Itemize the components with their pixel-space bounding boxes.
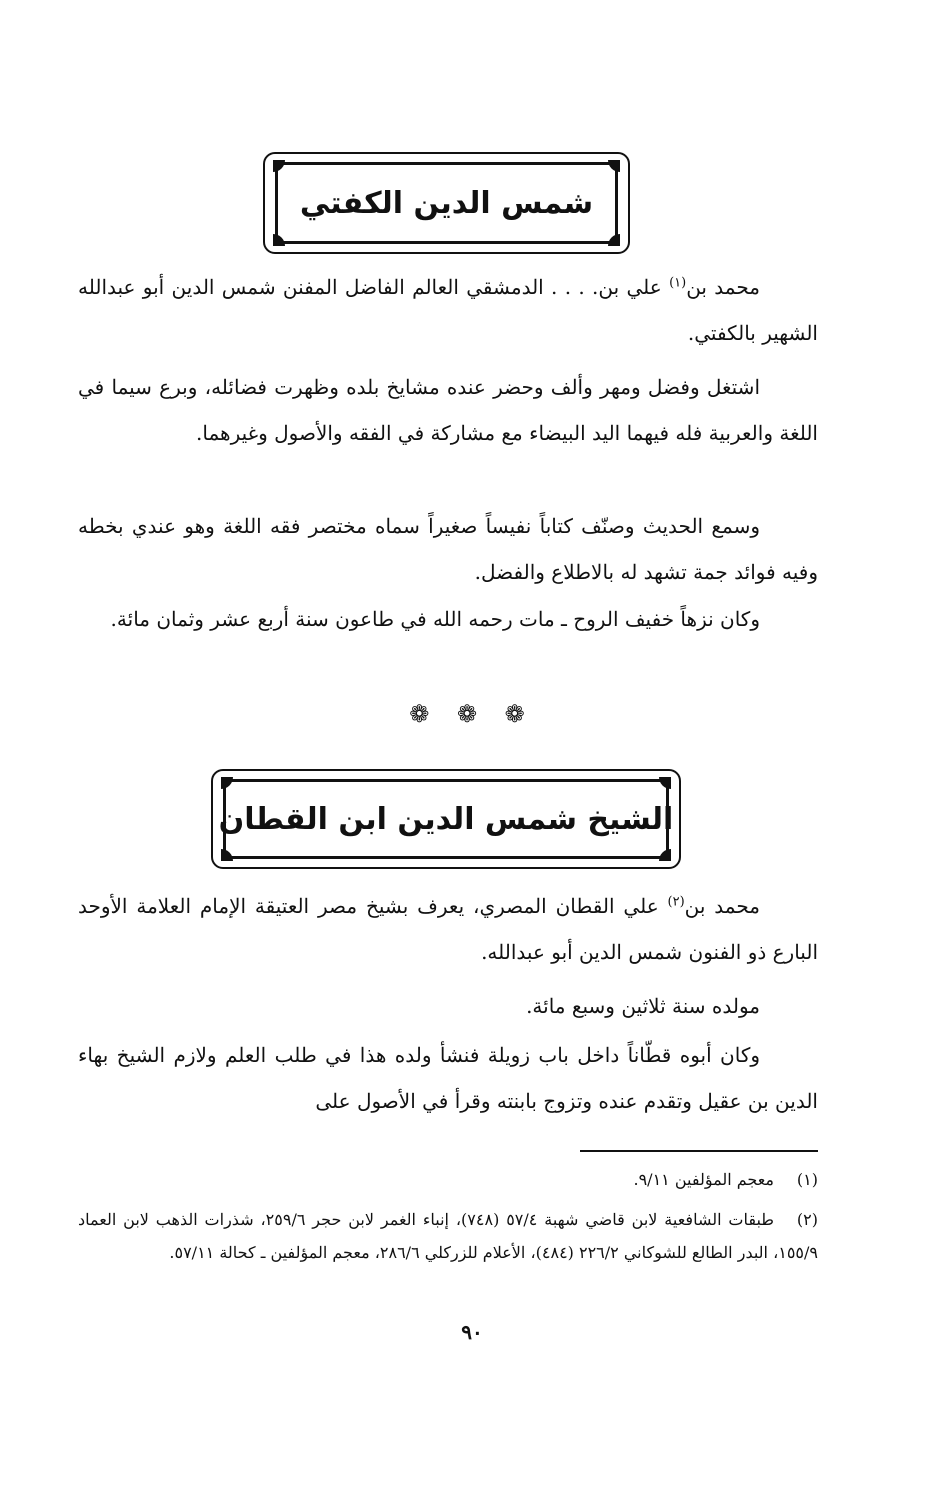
paragraph: محمد بن$^{(٢)}$ علي القطان المصري، يعرف بشيخ مصر العتيقة الإمام العلامة الأوحد البارع ذو الفنون شمس الدين أبو عبدالله. [78,894,818,964]
section-separator: ❁ ❁ ❁ [409,700,535,728]
footnote-ref[interactable]: (١) [669,275,687,291]
footnote-text: طبقات الشافعية لابن قاضي شهبة ٥٧/٤ (٧٤٨)، إنباء الغمر لابن حجر ٢٥٩/٦، شذرات الذهب لابن العماد ١٥٥/٩، البدر الطالع للشوكاني ٢٢٦/٢ (٤٨٤)، الأعلام للزركلي ٢٨٦/٦، معجم المؤلفين ـ كحالة ٥٧/١١. [78,1210,818,1262]
section-heading-frame [263,152,630,254]
footnote-number: (١) [796,1170,818,1189]
paragraph: وكان نزهاً خفيف الروح ـ مات رحمه الله في طاعون سنة أربع عشر وثمان مائة. [110,607,760,631]
footnote-divider [580,1150,818,1152]
paragraph: وكان أبوه قطّاناً داخل باب زويلة فنشأ ولده هذا في طلب العلم ولازم الشيخ بهاء الدين بن عقيل وتقدم عنده وتزوج بابنته وقرأ في الأصول على [78,1043,818,1113]
footnote [78,1203,818,1269]
paragraph: محمد بن$^{(١)}$ علي بن. . . . الدمشقي العالم الفاضل المفنن شمس الدين أبو عبدالله الشهير بالكفتي. [78,275,818,345]
footnote-ref[interactable]: (٢) [667,894,685,910]
footnote-number: (٢) [796,1210,819,1229]
paragraph: وسمع الحديث وصنّف كتاباً نفيساً صغيراً سماه مختصر فقه اللغة وهو عندي بخطه وفيه فوائد جمة تشهد له بالاطلاع والفضل. [78,514,818,584]
paragraph: اشتغل وفضل ومهر وألف وحضر عنده مشايخ بلده وظهرت فضائله، وبرع سيما في اللغة والعربية فله فيهما اليد البيضاء مع مشاركة في الفقه والأصول وغيرهما. [78,375,818,445]
footnote [78,1163,818,1196]
footnote-text: معجم المؤلفين ٩/١١. [633,1170,774,1189]
paragraph: مولده سنة ثلاثين وسبع مائة. [526,994,760,1018]
page-number: ٩٠ [461,1320,483,1344]
section-heading: شمس الدين الكفتي [299,185,594,221]
section-heading-frame [211,769,681,869]
section-heading: الشيخ شمس الدين ابن القطان [218,801,674,837]
